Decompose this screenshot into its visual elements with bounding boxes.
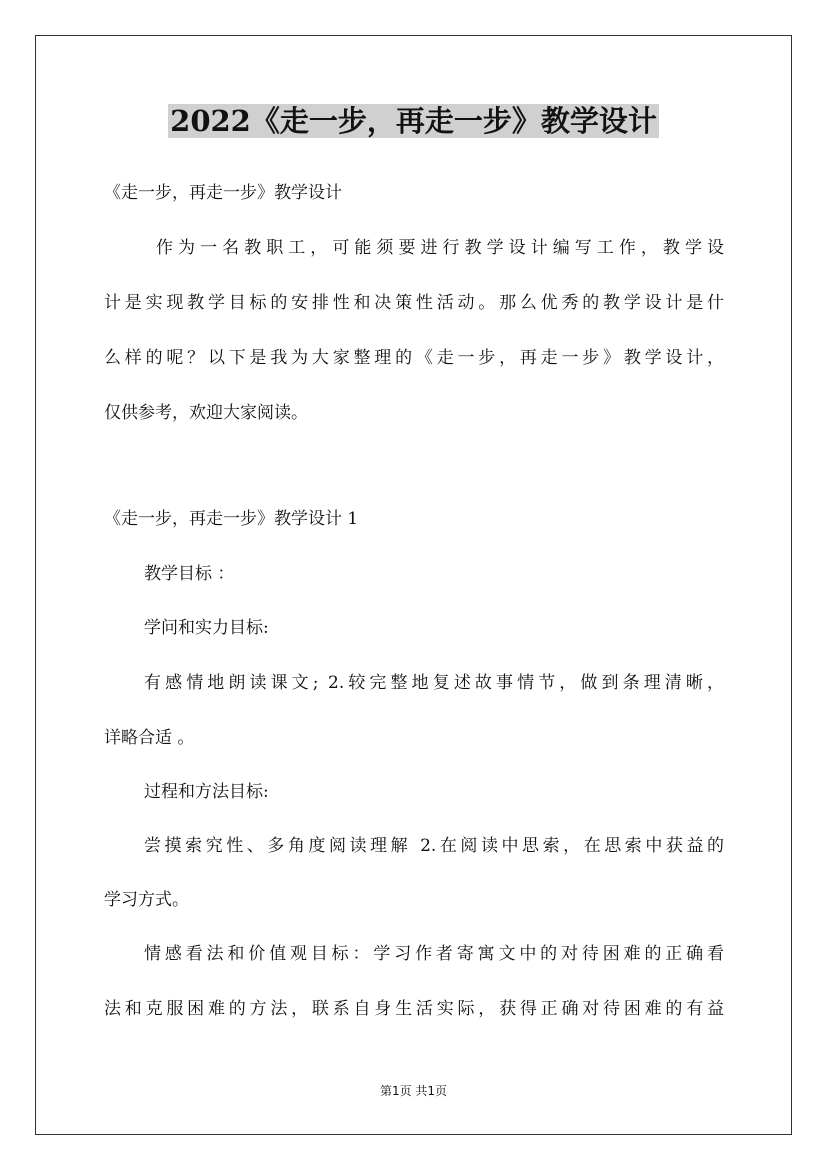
document-title <box>0 102 827 140</box>
title-text: 2022《走一步，再走一步》教学设计 <box>170 104 657 138</box>
process-goals-line-2: 学习方式。 <box>104 890 189 910</box>
subtitle-line: 《走一步，再走一步》教学设计 <box>104 183 342 203</box>
teaching-goals-heading: 教学目标 ： <box>144 564 235 584</box>
process-goals-heading: 过程和方法目标: <box>144 782 269 802</box>
intro-paragraph-line-2: 计是实现教学目标的安排性和决策性活动。那么优秀的教学设计是什 <box>104 293 724 313</box>
emotion-goals-line-1: 情感看法和价值观目标：学习作者寄寓文中的对待困难的正确看 <box>144 944 724 964</box>
knowledge-goals-line-1: 有感情地朗读课文; 2.较完整地复述故事情节，做到条理清晰， <box>144 673 724 693</box>
emotion-goals-line-2: 法和克服困难的方法，联系自身生活实际，获得正确对待困难的有益 <box>104 999 724 1019</box>
intro-paragraph-line-3: 么样的呢？以下是我为大家整理的《走一步，再走一步》教学设计， <box>104 348 724 368</box>
intro-paragraph-line-4: 仅供参考，欢迎大家阅读。 <box>104 403 308 423</box>
intro-paragraph-line-1: 作为一名教职工，可能须要进行教学设计编写工作，教学设 <box>156 238 724 258</box>
process-goals-line-1: 尝摸索究性、多角度阅读理解 2.在阅读中思索，在思索中获益的 <box>144 836 724 856</box>
page-number-footer: 第1页 共1页 <box>379 1084 448 1098</box>
section-heading: 《走一步，再走一步》教学设计 1 <box>104 509 359 529</box>
knowledge-goals-heading: 学问和实力目标: <box>144 618 269 638</box>
knowledge-goals-line-2: 详略合适 。 <box>104 728 195 748</box>
